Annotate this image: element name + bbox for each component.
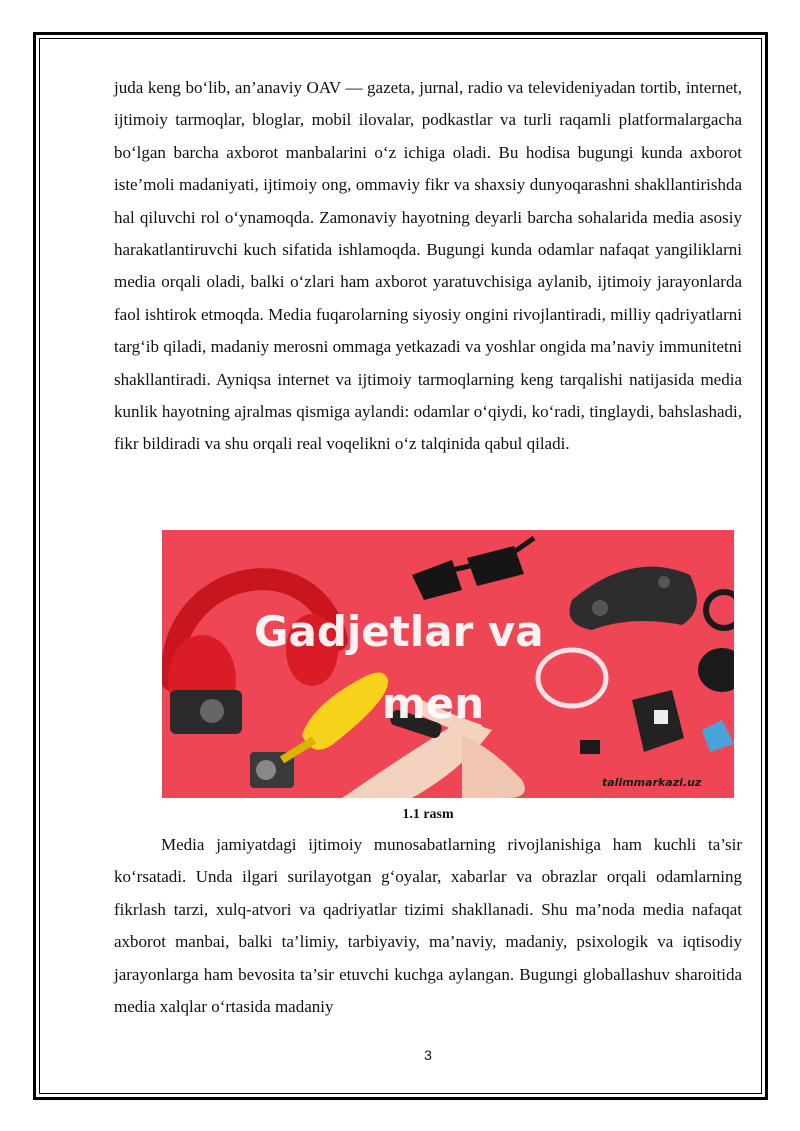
page-number: 3 <box>424 1047 432 1063</box>
body-paragraph-2: Media jamiyatdagi ijtimoiy munosabatlarning rivojlanishiga ham kuchli ta’sir ko‘rsatadi. Unda ilgari surilayotgan g‘oyalar, xabarlar va obrazlar orqali odamlarning fikrlash tarzi, xulq-atvori va qadriyatlar tizimi shakllanadi. Shu ma’noda media nafaqat axborot manbai, balki ta’limiy, tarbiyaviy, ma’naviy, madaniy, psixologik va iqtisodiy jarayonlarga ham bevosita ta’sir etuvchi kuchga aylangan. Bugungi globallashuv sharoitida media xalqlar o‘rtasida madaniy <box>114 835 742 1017</box>
figure-gadgets-image <box>162 530 734 798</box>
figure-caption: 1.1 rasm <box>402 807 454 822</box>
figure-watermark: talimmarkazi.uz <box>602 776 702 789</box>
figure-title-line-2: men <box>382 679 485 728</box>
figure-illustration <box>162 530 734 798</box>
body-paragraph-1: juda keng bo‘lib, an’anaviy OAV — gazeta, jurnal, radio va televideniyadan tortib, internet, ijtimoiy tarmoqlar, bloglar, mobil ilovalar, podkastlar va turli raqamli platformalargacha bo‘lgan barcha axborot manbalarini o‘z ichiga oladi. Bu hodisa bugungi kunda axborot iste’moli madaniyati, ijtimoiy ong, ommaviy fikr va shaxsiy dunyoqarashni shakllantirishda hal qiluvchi rol o‘ynamoqda. Zamonaviy hayotning deyarli barcha sohalarida media asosiy harakatlantiruvchi kuch sifatida ishlamoqda. Bugungi kunda odamlar nafaqat yangiliklarni media orqali oladi, balki o‘zlari ham axborot yaratuvchisiga aylanib, ijtimoiy jarayonlarda faol ishtirok etmoqda. Media fuqarolarning siyosiy ongini rivojlantiradi, milliy qadriyatlarni targ‘ib qiladi, madaniy merosni ommaga yetkazadi va yoshlar ongida ma’naviy immunitetni shakllantiradi. Ayniqsa internet va ijtimoiy tarmoqlarning keng tarqalishi natijasida media kunlik hayotning ajralmas qismiga aylandi: odamlar o‘qiydi, ko‘radi, tinglaydi, bahslashadi, fikr bildiradi va shu orqali real voqelikni o‘z talqinida qabul qiladi. <box>114 78 742 454</box>
figure-title-line-1: Gadjetlar va <box>254 607 544 656</box>
